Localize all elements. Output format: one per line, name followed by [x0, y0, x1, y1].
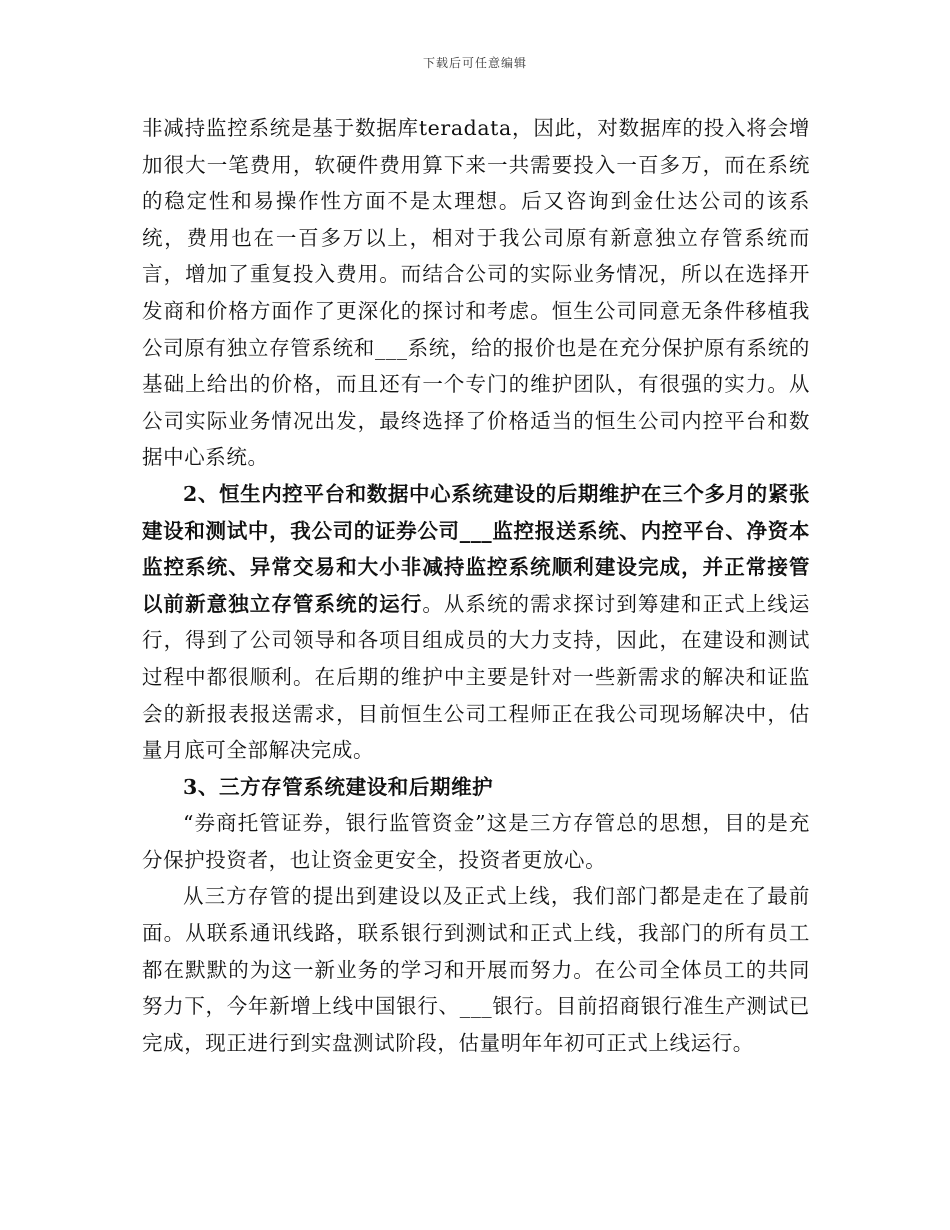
- paragraph-2-bold-heading: 2、恒生内控平台和数据中心系统建设的后期维护在三个多月的紧张建设和测试中，我公司的证券公司___监控报送系统、内控平台、净资本监控系统、异常交易和大小非减持监控系统顺利建设完成，并正常接管以前新意独立存管系统的运行: [142, 481, 810, 616]
- paragraph-4: “券商托管证券，银行监管资金”这是三方存管总的思想，目的是充分保护投资者，也让资金更安全，投资者更放心。: [142, 811, 810, 872]
- paragraph-5: 从三方存管的提出到建设以及正式上线，我们部门都是走在了最前面。从联系通讯线路，联系银行到测试和正式上线，我部门的所有员工都在默默的为这一新业务的学习和开展而努力。在公司全体员工的共同努力下，今年新增上线中国银行、___银行。目前招商银行准生产测试已完成，现正进行到实盘测试阶段，估量明年年初可正式上线运行。: [142, 884, 810, 1055]
- paragraph-2-text: 。从系统的需求探讨到筹建和正式上线运行，得到了公司领导和各项目组成员的大力支持，因此，在建设和测试过程中都很顺利。在后期的维护中主要是针对一些新需求的解决和证监会的新报表报送需求，目前恒生公司工程师正在我公司现场解决中，估量月底可全部解决完成。: [142, 591, 810, 763]
- paragraph-2: [142, 476, 810, 769]
- page-header: 下载后可任意编辑: [422, 56, 527, 70]
- document-body: [142, 110, 810, 1061]
- paragraph-1: 非减持监控系统是基于数据库teradata，因此，对数据库的投入将会增加很大一笔费用，软硬件费用算下来一共需要投入一百多万，而在系统的稳定性和易操作性方面不是太理想。后又咨询到金仕达公司的该系统，费用也在一百多万以上，相对于我公司原有新意独立存管系统而言，增加了重复投入费用。而结合公司的实际业务情况，所以在选择开发商和价格方面作了更深化的探讨和考虑。恒生公司同意无条件移植我公司原有独立存管系统和___系统，给的报价也是在充分保护原有系统的基础上给出的价格，而且还有一个专门的维护团队，有很强的实力。从公司实际业务情况出发，最终选择了价格适当的恒生公司内控平台和数据中心系统。: [142, 116, 810, 470]
- section-3-heading: 3、三方存管系统建设和后期维护: [183, 774, 494, 799]
